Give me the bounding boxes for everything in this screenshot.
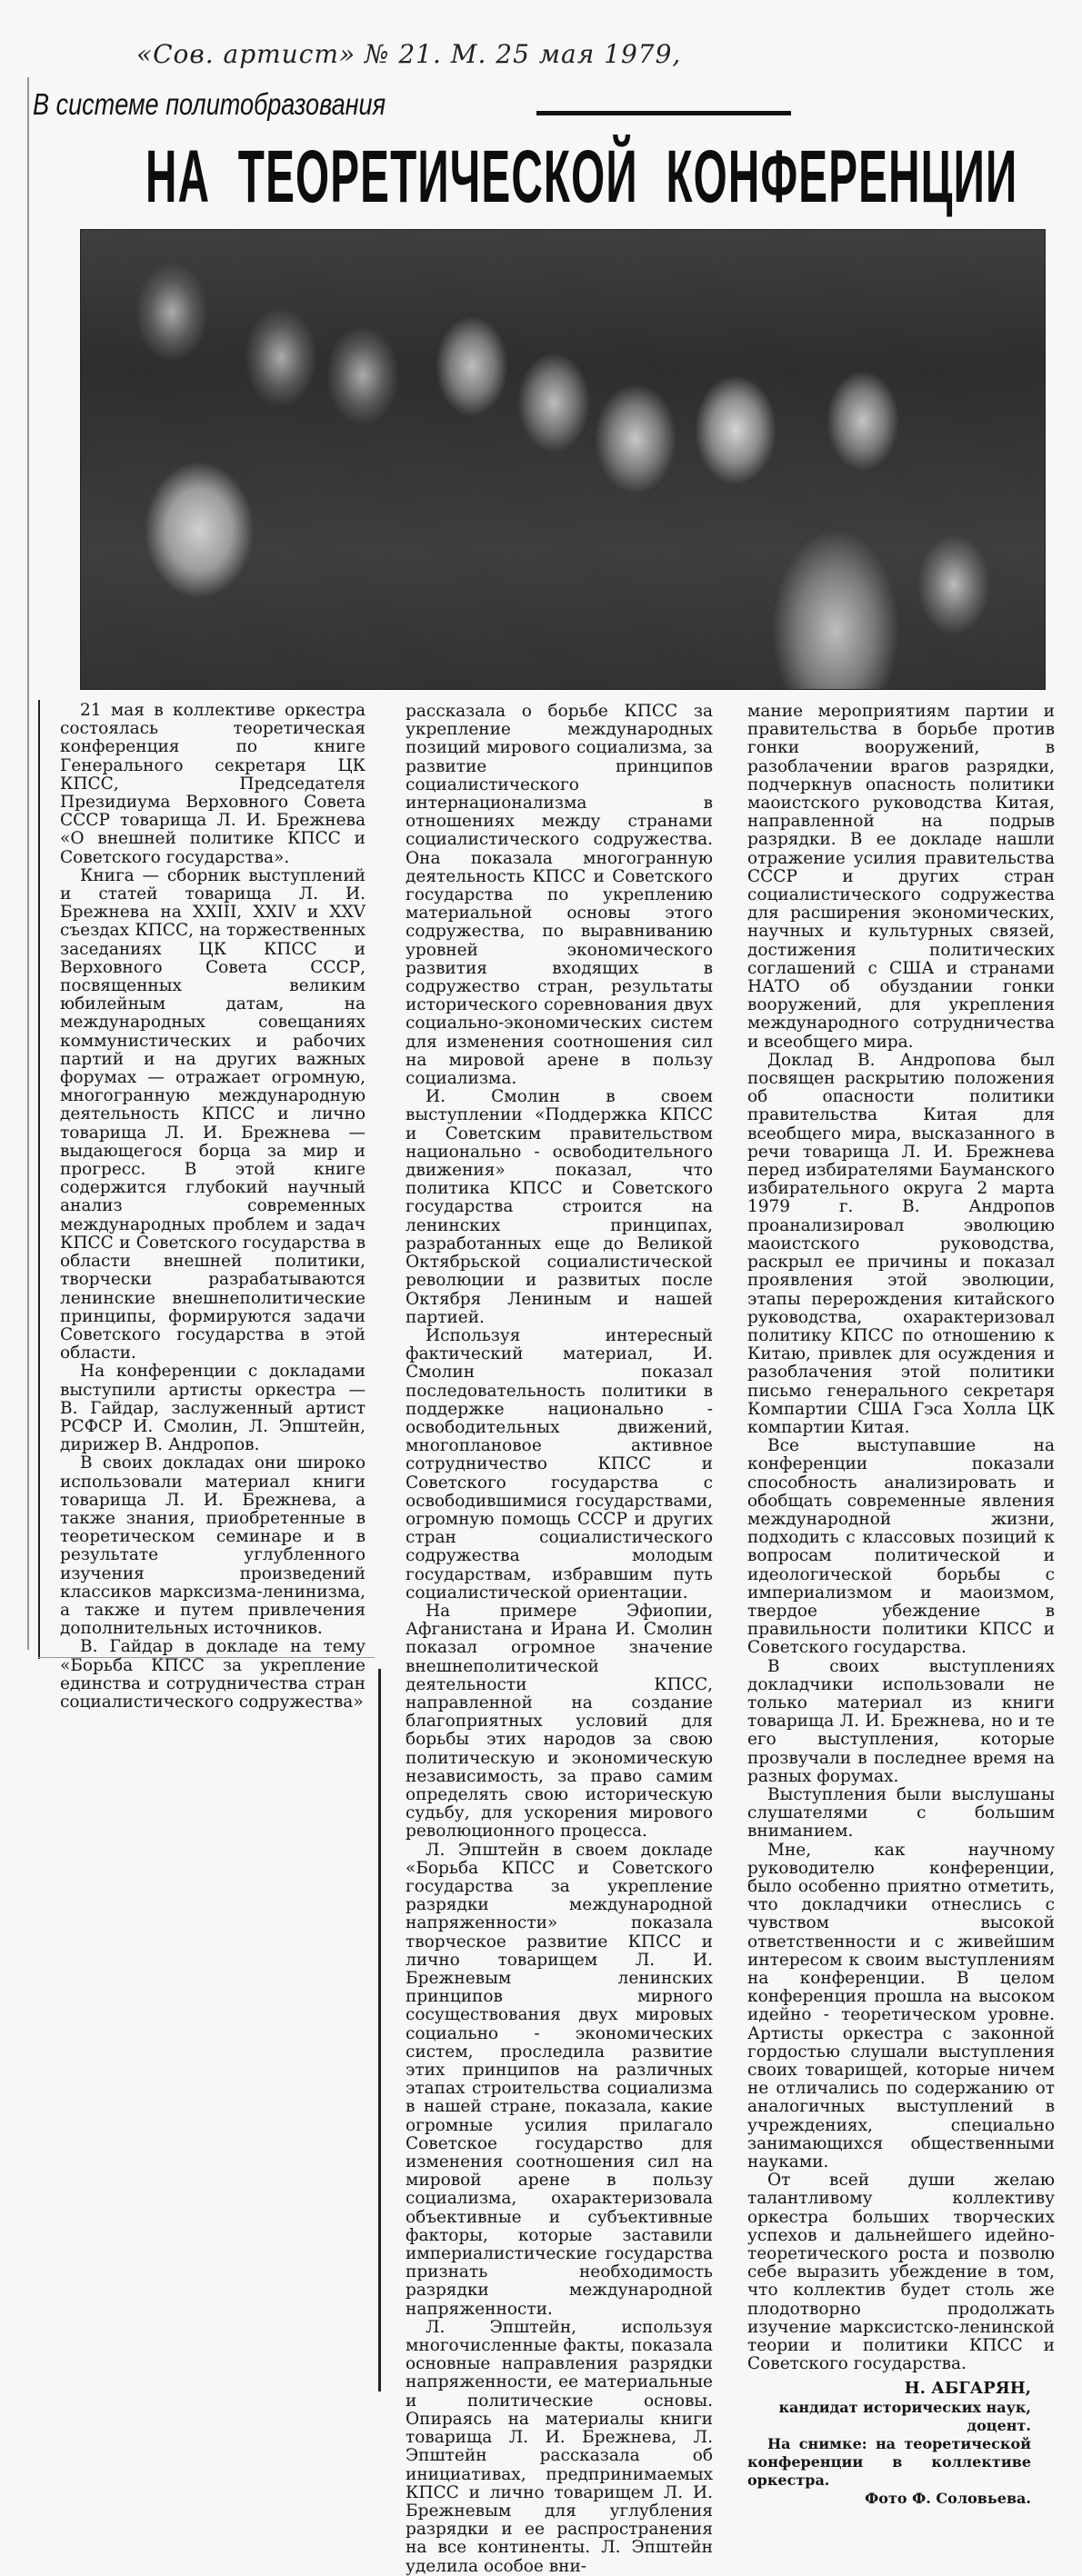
column-2-border [378, 1669, 381, 2391]
article-column-2 [406, 703, 713, 2576]
paragraph: И. Смолин в своем выступлении «Поддержка КПСС и Советским правительством национально - освободительного движения» показал, что политика КПСС и Советского государства строится на ленинских принципах, разработанных еще до Великой Октябрьской социалистической революции и развитых после Октября Лениным и нашей партией. [406, 1087, 713, 1327]
author-name: Н. АБГАРЯН, [904, 2379, 1031, 2398]
article-headline: НА ТЕОРЕТИЧЕСКОЙ КОНФЕРЕНЦИИ [145, 135, 1018, 218]
paragraph: От всей души желаю талантливому коллективу оркестра больших творческих успехов и дальнейшего идейно-теоретического роста и позволю себе выразить убеждение в том, что коллектив будет столь же плодотворно продолжать изучение марксистско-ленинской теории и политики КПСС и Советского государства. [747, 2171, 1055, 2374]
paragraph: На примере Эфиопии, Афганистана и Ирана И. Смолин показал огромное значение внешнеполитической деятельности КПСС, направленной на создание благоприятных условий для борьбы этих народов за свою политическую и экономическую независимость, за право самим определять свою историческую судьбу, для ускорения мирового революционного процесса. [406, 1601, 713, 1842]
article-column-1 [60, 702, 366, 1712]
paragraph: мание мероприятиям партии и правительства в борьбе против гонки вооружений, в разоблачении врагов разрядки, подчеркнув опасность политики маоистского руководства Китая, направленной на подрыв разрядки. В ее докладе нашли отражение усилия правительства СССР и других стран социалистического содружества для расширения экономических, научных и культурных связей, достижения политических соглашений с США и странами НАТО об обуздании гонки вооружений, для укрепления международного сотрудничества и всеобщего мира. [747, 702, 1055, 1052]
paragraph: В своих выступлениях докладчики использовали не только материал из книги товарища Л. И. Брежнева, но и те его выступления, которые прозвучали в последнее время на разных форумах. [747, 1656, 1055, 1786]
rubric-underline [536, 111, 791, 115]
conference-photo [80, 229, 1046, 690]
paragraph: 21 мая в коллективе оркестра состоялась теоретическая конференция по книге Генерального секретаря ЦК КПСС, Председателя Президиума Верховного Совета СССР товарища Л. И. Брежнева «О внешней политике КПСС и Советского государства». [60, 701, 366, 867]
paragraph: Используя интересный фактический материал, И. Смолин показал последовательность политики в поддержке национально - освободительных движений, многоплановое активное сотрудничество КПСС и Советского государства с освободившимися государствами, огромную помощь СССР и других стран социалистического содружества молодым государствам, избравшим путь социалистической ориентации. [406, 1325, 713, 1603]
photo-credit: Фото Ф. Соловьева. [865, 2490, 1031, 2507]
author-signature-block [747, 2379, 1055, 2508]
handwritten-source-note: «Сов. артист» № 21. М. 25 мая 1979, [136, 39, 682, 69]
article-column-3 [747, 703, 1055, 2373]
paragraph: На конференции с докладами выступили артисты оркестра — В. Гайдар, заслуженный артист РСФСР И. Смолин, Л. Эпштейн, дирижер В. Андропов. [60, 1362, 366, 1455]
paragraph: В своих докладах они широко использовали материал книги товарища Л. И. Брежнева, а также знания, приобретенные в теоретическом семинаре и в результате углубленного изучения произведений классиков марксизма-ленинизма, а также и путем привлечения дополнительных источников. [60, 1453, 366, 1639]
photo-caption: На снимке: на теоретической конференции в коллективе оркестра. [747, 2435, 1031, 2489]
column-1-border [38, 700, 40, 1659]
paragraph: Л. Эпштейн, используя многочисленные факты, показала основные направления разрядки напряженности, ее материальные и политические основы. Опираясь на материалы книги товарища Л. И. Брежнева, Л. Эпштейн рассказала об инициативах, предпринимаемых КПСС и лично товарищем Л. И. Брежневым для углубления разрядки и ее распространения на все континенты. Л. Эпштейн уделила особое вни- [406, 2317, 713, 2576]
paragraph: В. Гайдар в докладе на тему «Борьба КПСС за укрепление единства и сотрудничества стран социалистического содружества» [60, 1637, 366, 1712]
author-title: кандидат исторических наук, [778, 2399, 1031, 2416]
paragraph: Л. Эпштейн в своем докладе «Борьба КПСС и Советского государства за укрепление разрядки международной напряженности» показала творческое развитие КПСС и лично товарищем Л. И. Брежневым ленинских принципов мирного сосуществования двух мировых социально - экономических систем, проследила развитие этих принципов на различных этапах строительства социализма в нашей стране, показала, какие огромные усилия прилагало Советское государство для изменения соотношения сил на мировой арене в пользу социализма, охарактеризовала объективные и субъективные факторы, которые заставили империалистические государства признать необходимость разрядки международной напряженности. [406, 1840, 713, 2319]
section-rubric: В системе политобразования [33, 87, 386, 121]
paragraph: Доклад В. Андропова был посвящен раскрытию положения об опасности политики правительства Китая для всеобщего мира, высказанного в речи товарища Л. И. Брежнева перед избирателями Бауманского избирательного округа 2 марта 1979 г. В. Андропов проанализировал эволюцию маоистского руководства, раскрыл ее причины и показал проявления этой эволюции, этапы перерождения китайского руководства, охарактеризовал политику КПСС по отношению к Китаю, привлек для осуждения и разоблачения этой политики письмо генерального секретаря Компартии США Гэса Холла ЦК компартии Китая. [747, 1050, 1055, 1437]
author-rank: доцент. [967, 2417, 1031, 2434]
paragraph: Все выступавшие на конференции показали способность анализировать и обобщать современные явления международной жизни, подходить с классовых позиций к вопросам политической и идеологической борьбы с империализмом и маоизмом, твердое убеждение в правильности политики КПСС и Советского государства. [747, 1436, 1055, 1658]
paragraph: Книга — сборник выступлений и статей товарища Л. И. Брежнева на XXIII, XXIV и XXV съездах КПСС, на торжественных заседаниях ЦК КПСС и Верховного Совета СССР, посвященных великим юбилейным датам, на международных совещаниях коммунистических и рабочих партий и на других важных форумах — отражает огромную, многогранную международную деятельность КПСС и лично товарища Л. И. Брежнева — выдающегося борца за мир и прогресс. В этой книге содержится глубокий научный анализ современных международных проблем и задач КПСС и Советского государства в области внешней политики, творчески разрабатываются ленинские внешнеполитические принципы, формируются задачи Советского государства в этой области. [60, 865, 366, 1363]
paragraph: Мне, как научному руководителю конференции, было особенно приятно отметить, что докладчики отнеслись с чувством высокой ответственности и с живейшим интересом к своим выступлениям на конференции. В целом конференция прошла на высоком идейно - теоретическом уровне. Артисты оркестра с законной гордостью слушали выступления своих товарищей, которые ничем не отличались по содержанию от аналогичных выступлений в учреждениях, специально занимающихся общественными науками. [747, 1840, 1055, 2172]
left-border-rule [27, 77, 29, 1650]
paragraph: Выступления были выслушаны слушателями с большим вниманием. [747, 1784, 1055, 1842]
paragraph: рассказала о борьбе КПСС за укрепление международных позиций мирового социализма, за развитие принципов социалистического интернационализма в отношениях между странами социалистического содружества. Она показала многогранную деятельность КПСС и Советского государства по укреплению материальной основы этого содружества, по выравниванию уровней экономического развития входящих в содружество стран, результаты исторического соревнования двух социально-экономических систем для изменения соотношения сил на мировой арене в пользу социализма. [406, 702, 713, 1089]
